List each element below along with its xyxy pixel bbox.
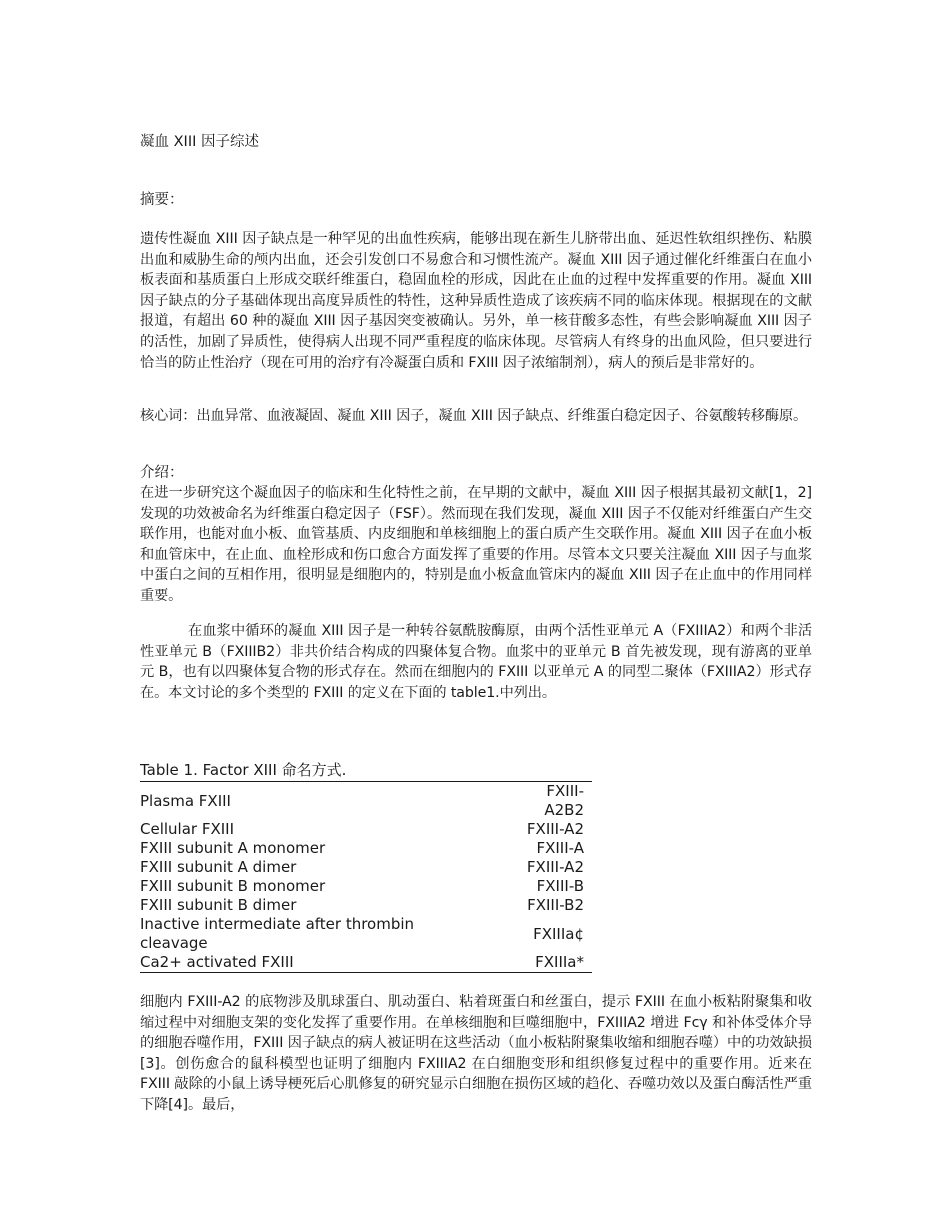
table-cell-name: FXIII subunit A monomer xyxy=(140,839,326,857)
table-row xyxy=(140,915,592,953)
table-cell-name: FXIII subunit B monomer xyxy=(140,877,326,895)
table-row xyxy=(140,953,592,973)
table-cell-name: FXIII subunit A dimer xyxy=(140,858,297,876)
table-cell-abbr: FXIII-A xyxy=(536,839,584,857)
table-cell-name: Plasma FXIII xyxy=(140,791,231,810)
abstract-label: 摘要： xyxy=(140,192,184,208)
table-cell-abbr: FXIII-B xyxy=(536,877,584,895)
table-cell-abbr: FXIII-A2 xyxy=(526,858,584,876)
table-row xyxy=(140,858,592,877)
table-cell-name: Cellular FXIII xyxy=(140,820,235,838)
table-caption: Table 1. Factor XIII 命名方式. xyxy=(140,761,347,779)
intro-label: 介绍： xyxy=(140,465,184,481)
nomenclature-table xyxy=(140,781,592,973)
table-cell-abbr: FXIII-B2 xyxy=(527,896,584,914)
document-title: 凝血 XIII 因子综述 xyxy=(140,134,259,150)
keywords-paragraph: 核心词：出血异常、血液凝固、凝血 XIII 因子，凝血 XIII 因子缺点、纤维蛋白稳定因子、谷氨酸转移酶原。 xyxy=(140,408,808,424)
table-row xyxy=(140,839,592,858)
table-row xyxy=(140,782,592,821)
table-cell-name: FXIII subunit B dimer xyxy=(140,896,297,914)
intro-paragraph-1: 在进一步研究这个凝血因子的临床和生化特性之前，在早期的文献中，凝血 XIII 因子根据其最初文献[1，2]发现的功效被命名为纤维蛋白稳定因子（FSF）。然而现在我们发现，凝血 XIII 因子不仅能对纤维蛋白产生交联作用，也能对血小板、血管基质、内皮细胞和单核细胞上的蛋白质产生交联作用。凝血 XIII 因子在血小板和血管床中，在止血、血栓形成和伤口愈合方面发挥了重要的作用。尽管本文只要关注凝血 XIII 因子与血浆中蛋白之间的互相作用，很明显是细胞内的，特别是血小板盒血管床内的凝血 XIII 因子在止血中的作用同样重要。 xyxy=(140,485,812,604)
table-cell-abbr: FXIII-A2 xyxy=(526,820,584,838)
abstract-paragraph: 遗传性凝血 XIII 因子缺点是一种罕见的出血性疾病，能够出现在新生儿脐带出血、延迟性软组织挫伤、粘膜出血和威胁生命的颅内出血，还会引发创口不易愈合和习惯性流产。凝血 XIII 因子通过催化纤维蛋白在血小板表面和基质蛋白上形成交联纤维蛋白，稳固血栓的形成，因此在止血的过程中发挥重要的作用。凝血 XIII 因子缺点的分子基础体现出高度异质性的特性，这种异质性造成了该疾病不同的临床体现。根据现在的文献报道，有超出 60 种的凝血 XIII 因子基因突变被确认。另外，单一核苷酸多态性，有些会影响凝血 XIII 因子的活性，加剧了异质性，使得病人出现不同严重程度的临床体现。尽管病人有终身的出血风险，但只要进行恰当的防止性治疗（现在可用的治疗有冷凝蛋白质和 FXIII 因子浓缩制剂），病人的预后是非常好的。 xyxy=(140,231,812,371)
table-cell-name: Inactive intermediate after thrombin cleavage xyxy=(140,915,415,952)
intro-paragraph-2: 在血浆中循环的凝血 XIII 因子是一种转谷氨酰胺酶原，由两个活性亚单元 A（FXIIIA2）和两个非活性亚单元 B（FXIIIB2）非共价结合构成的四聚体复合物。血浆中的亚单元 B 首先被发现，现有游离的亚单元 B，也有以四聚体复合物的形式存在。然而在细胞内的 FXIII 以亚单元 A 的同型二聚体（FXIIIA2）形式存在。本文讨论的多个类型的 FXIII 的定义在下面的 table1.中列出。 xyxy=(140,623,812,701)
table-row xyxy=(140,820,592,839)
table-cell-abbr: FXIIIa¢ xyxy=(533,924,584,943)
table-cell-abbr: FXIIIa* xyxy=(535,953,584,971)
table-cell-name: Ca2+ activated FXIII xyxy=(140,953,294,971)
table-row xyxy=(140,896,592,915)
body-paragraph-3: 细胞内 FXIII-A2 的底物涉及肌球蛋白、肌动蛋白、粘着斑蛋白和丝蛋白，提示 FXIII 在血小板粘附聚集和收缩过程中对细胞支架的变化发挥了重要作用。在单核细胞和巨噬细胞中，FXIIIA2 增进 Fcγ 和补体受体介导的细胞吞噬作用，FXIII 因子缺点的病人被证明在这些活动（血小板粘附聚集收缩和细胞吞噬）中的功效缺损[3]。创伤愈合的鼠科模型也证明了细胞内 FXIIIA2 在白细胞变形和组织修复过程中的重要作用。近来在 FXIII 敲除的小鼠上诱导梗死后心肌修复的研究显示白细胞在损伤区域的趋化、吞噬功效以及蛋白酶活性严重下降[4]。最后， xyxy=(140,994,812,1113)
table-cell-abbr: FXIII-A2B2 xyxy=(544,782,584,819)
table-row xyxy=(140,877,592,896)
